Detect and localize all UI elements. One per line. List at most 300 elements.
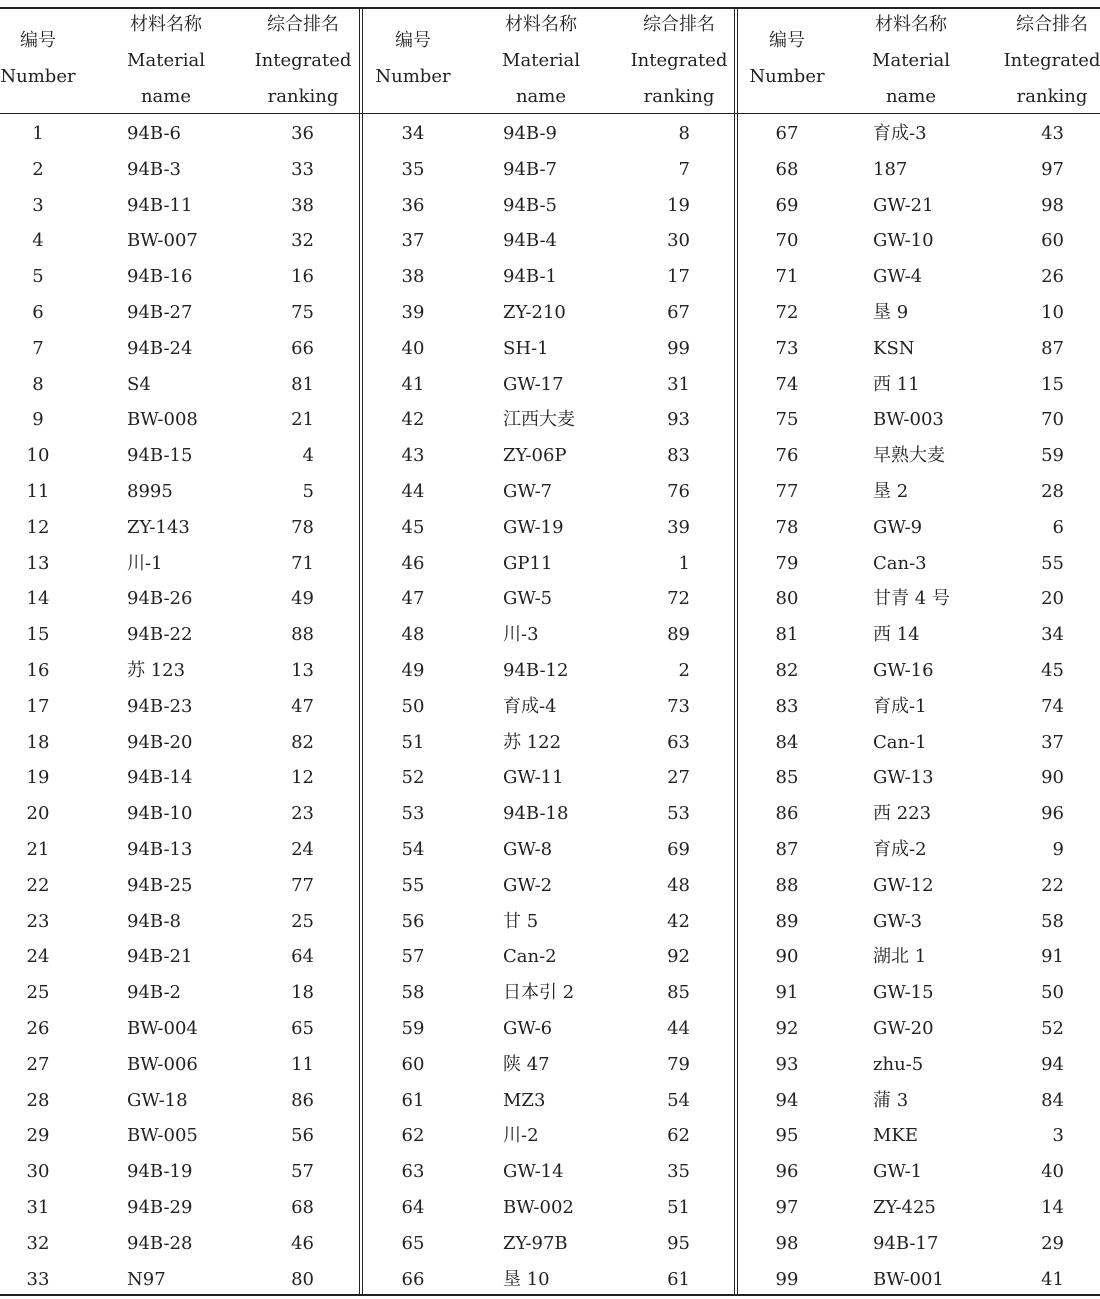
- table-row: [0, 546, 1100, 582]
- cell-integrated-ranking: 90: [1041, 767, 1064, 789]
- header-material-en2: name: [515, 86, 567, 107]
- cell-integrated-ranking: 34: [1041, 624, 1064, 646]
- cell-integrated-ranking: 27: [667, 767, 690, 789]
- header-ranking-en1: Integrated: [630, 50, 728, 71]
- cell-material-name: Can-1: [873, 731, 927, 753]
- cell-number: 51: [401, 731, 425, 753]
- cell-integrated-ranking: 55: [1041, 552, 1064, 574]
- cell-material-name: 蒲 3: [873, 1089, 909, 1111]
- cell-integrated-ranking: 89: [667, 624, 690, 646]
- cell-material-name: 94B-3: [127, 158, 181, 180]
- cell-material-name: BW-001: [873, 1268, 944, 1290]
- cell-integrated-ranking: 5: [302, 481, 314, 502]
- table-row: [0, 904, 1100, 940]
- cell-integrated-ranking: 97: [1041, 158, 1064, 180]
- cell-number: 18: [26, 731, 50, 753]
- cell-integrated-ranking: 48: [667, 874, 690, 896]
- table-row: [0, 188, 1100, 224]
- table-row: [0, 474, 1100, 510]
- cell-number: 27: [26, 1053, 50, 1075]
- header-number-cn: 编号: [20, 30, 56, 51]
- cell-material-name: BW-004: [127, 1018, 198, 1039]
- cell-integrated-ranking: 63: [667, 731, 690, 753]
- cell-number: 48: [401, 624, 425, 646]
- cell-integrated-ranking: 44: [667, 1018, 690, 1039]
- table-row: [0, 1226, 1100, 1262]
- cell-integrated-ranking: 78: [291, 516, 314, 538]
- cell-integrated-ranking: 52: [1041, 1018, 1064, 1039]
- cell-number: 87: [775, 839, 799, 860]
- cell-number: 6: [32, 302, 44, 323]
- table-row: [0, 1011, 1100, 1047]
- cell-material-name: 94B-27: [127, 302, 193, 323]
- cell-material-name: GW-19: [503, 516, 564, 538]
- cell-material-name: GW-17: [503, 373, 564, 395]
- cell-material-name: N97: [127, 1268, 166, 1290]
- cell-number: 11: [26, 481, 50, 502]
- cell-number: 14: [26, 588, 50, 610]
- cell-material-name: 94B-21: [127, 946, 193, 968]
- table-row: [0, 1118, 1100, 1154]
- cell-integrated-ranking: 80: [291, 1268, 314, 1290]
- cell-integrated-ranking: 20: [1041, 588, 1064, 610]
- cell-material-name: 苏 122: [503, 731, 562, 753]
- cell-integrated-ranking: 8: [678, 123, 690, 144]
- cell-material-name: 94B-23: [127, 695, 193, 717]
- cell-number: 32: [26, 1232, 50, 1254]
- cell-integrated-ranking: 35: [667, 1161, 690, 1183]
- cell-integrated-ranking: 25: [291, 910, 314, 932]
- cell-integrated-ranking: 19: [667, 194, 690, 216]
- cell-integrated-ranking: 58: [1041, 910, 1064, 932]
- table-row: [0, 939, 1100, 975]
- cell-integrated-ranking: 38: [291, 194, 314, 216]
- header-ranking-en2: ranking: [643, 86, 715, 107]
- cell-material-name: 湖北 1: [873, 946, 927, 968]
- cell-material-name: SH-1: [503, 337, 549, 359]
- cell-integrated-ranking: 36: [291, 123, 314, 144]
- cell-integrated-ranking: 66: [291, 337, 314, 359]
- cell-integrated-ranking: 70: [1041, 409, 1064, 431]
- cell-material-name: 94B-19: [127, 1161, 193, 1183]
- cell-number: 80: [775, 588, 799, 610]
- cell-material-name: GW-5: [503, 588, 553, 610]
- cell-material-name: ZY-210: [503, 302, 566, 323]
- cell-number: 7: [32, 337, 44, 359]
- cell-integrated-ranking: 75: [291, 302, 314, 323]
- cell-number: 35: [401, 158, 425, 180]
- cell-material-name: GW-4: [873, 266, 923, 288]
- cell-integrated-ranking: 91: [1041, 946, 1064, 968]
- cell-material-name: 西 223: [873, 803, 932, 825]
- table-row: [0, 581, 1100, 617]
- cell-material-name: 垦 2: [873, 481, 909, 502]
- cell-number: 13: [26, 552, 50, 574]
- cell-material-name: GW-3: [873, 910, 923, 932]
- cell-integrated-ranking: 41: [1041, 1268, 1064, 1290]
- cell-material-name: 川-2: [503, 1125, 539, 1147]
- cell-material-name: MKE: [873, 1125, 919, 1147]
- cell-material-name: 94B-11: [127, 194, 193, 216]
- table-row: [0, 975, 1100, 1011]
- cell-material-name: 94B-7: [503, 158, 557, 180]
- cell-number: 33: [26, 1268, 50, 1290]
- header-ranking-cn: 综合排名: [1016, 14, 1088, 35]
- cell-integrated-ranking: 6: [1052, 516, 1064, 538]
- cell-integrated-ranking: 2: [678, 660, 690, 681]
- cell-material-name: Can-2: [503, 946, 557, 968]
- cell-material-name: GW-9: [873, 516, 923, 538]
- cell-integrated-ranking: 37: [1041, 731, 1064, 753]
- cell-material-name: 育成-2: [873, 839, 927, 860]
- cell-material-name: S4: [127, 373, 151, 395]
- cell-integrated-ranking: 94: [1041, 1053, 1064, 1075]
- cell-integrated-ranking: 50: [1041, 982, 1064, 1004]
- cell-number: 55: [401, 874, 425, 896]
- cell-integrated-ranking: 93: [667, 409, 690, 431]
- table-row: [0, 1083, 1100, 1119]
- header-material-cn: 材料名称: [875, 14, 947, 35]
- cell-number: 71: [775, 266, 799, 288]
- cell-material-name: MZ3: [503, 1089, 546, 1111]
- cell-material-name: BW-003: [873, 409, 944, 431]
- header-number-en: Number: [0, 66, 76, 87]
- cell-number: 67: [775, 123, 799, 144]
- table-row: [0, 689, 1100, 725]
- cell-number: 92: [775, 1018, 799, 1039]
- cell-integrated-ranking: 82: [291, 731, 314, 753]
- cell-integrated-ranking: 53: [667, 803, 690, 825]
- cell-material-name: 94B-13: [127, 839, 193, 860]
- table-row: [0, 796, 1100, 832]
- cell-material-name: 94B-28: [127, 1232, 193, 1254]
- cell-material-name: 94B-18: [503, 803, 569, 825]
- header-number-en: Number: [375, 66, 451, 87]
- cell-number: 75: [775, 409, 799, 431]
- cell-number: 52: [401, 767, 425, 789]
- cell-number: 60: [401, 1053, 425, 1075]
- header-material-name: [851, 7, 971, 115]
- table-row: [0, 402, 1100, 438]
- cell-material-name: 川-3: [503, 624, 539, 646]
- header-material-en2: name: [885, 86, 937, 107]
- cell-material-name: BW-005: [127, 1125, 198, 1147]
- cell-material-name: GW-13: [873, 767, 934, 789]
- cell-integrated-ranking: 47: [291, 695, 314, 717]
- cell-material-name: 94B-12: [503, 660, 569, 681]
- cell-integrated-ranking: 77: [291, 874, 314, 896]
- cell-integrated-ranking: 17: [667, 266, 690, 288]
- cell-material-name: GP11: [503, 552, 553, 574]
- cell-integrated-ranking: 98: [1041, 194, 1064, 216]
- cell-number: 44: [401, 481, 425, 502]
- cell-number: 54: [401, 839, 425, 860]
- cell-number: 65: [401, 1232, 425, 1254]
- cell-material-name: 日本引 2: [503, 982, 575, 1004]
- cell-material-name: ZY-425: [873, 1197, 936, 1218]
- cell-integrated-ranking: 76: [667, 481, 690, 502]
- cell-integrated-ranking: 14: [1041, 1197, 1064, 1218]
- cell-material-name: 94B-26: [127, 588, 193, 610]
- cell-integrated-ranking: 23: [291, 803, 314, 825]
- header-material-en1: Material: [127, 50, 205, 71]
- cell-material-name: 94B-6: [127, 123, 181, 144]
- cell-material-name: 94B-4: [503, 230, 557, 252]
- cell-integrated-ranking: 59: [1041, 445, 1064, 467]
- cell-number: 70: [775, 230, 799, 252]
- cell-integrated-ranking: 11: [291, 1053, 314, 1075]
- cell-integrated-ranking: 9: [1052, 839, 1064, 860]
- cell-number: 43: [401, 445, 425, 467]
- cell-integrated-ranking: 10: [1041, 302, 1064, 323]
- cell-number: 36: [401, 194, 425, 216]
- cell-integrated-ranking: 61: [667, 1268, 690, 1290]
- cell-number: 77: [775, 481, 799, 502]
- cell-integrated-ranking: 68: [291, 1197, 314, 1218]
- cell-integrated-ranking: 51: [667, 1197, 690, 1218]
- cell-number: 8: [32, 373, 44, 395]
- cell-number: 39: [401, 302, 425, 323]
- cell-integrated-ranking: 79: [667, 1053, 690, 1075]
- cell-number: 26: [26, 1018, 50, 1039]
- header-ranking-cn: 综合排名: [267, 14, 339, 35]
- header-ranking-en1: Integrated: [254, 50, 352, 71]
- cell-material-name: 94B-5: [503, 194, 557, 216]
- cell-integrated-ranking: 18: [291, 982, 314, 1004]
- cell-material-name: 94B-24: [127, 337, 193, 359]
- cell-material-name: 94B-25: [127, 874, 193, 896]
- cell-number: 91: [775, 982, 799, 1004]
- cell-number: 82: [775, 660, 799, 681]
- cell-integrated-ranking: 71: [291, 552, 314, 574]
- cell-number: 94: [775, 1089, 799, 1111]
- cell-number: 57: [401, 946, 425, 968]
- cell-number: 85: [775, 767, 799, 789]
- cell-number: 68: [775, 158, 799, 180]
- cell-number: 93: [775, 1053, 799, 1075]
- cell-material-name: GW-11: [503, 767, 564, 789]
- cell-integrated-ranking: 45: [1041, 660, 1064, 681]
- header-number-en: Number: [749, 66, 825, 87]
- cell-integrated-ranking: 74: [1041, 695, 1064, 717]
- cell-integrated-ranking: 57: [291, 1161, 314, 1183]
- cell-number: 28: [26, 1089, 50, 1111]
- cell-integrated-ranking: 31: [667, 373, 690, 395]
- header-ranking-en1: Integrated: [1003, 50, 1100, 71]
- table-row: [0, 152, 1100, 188]
- cell-integrated-ranking: 87: [1041, 337, 1064, 359]
- cell-material-name: GW-2: [503, 874, 553, 896]
- cell-integrated-ranking: 21: [291, 409, 314, 431]
- cell-integrated-ranking: 24: [291, 839, 314, 860]
- cell-material-name: 94B-2: [127, 982, 181, 1004]
- cell-number: 76: [775, 445, 799, 467]
- cell-number: 73: [775, 337, 799, 359]
- cell-number: 62: [401, 1125, 425, 1147]
- cell-integrated-ranking: 67: [667, 302, 690, 323]
- cell-number: 1: [32, 123, 44, 144]
- header-material-en1: Material: [502, 50, 580, 71]
- cell-material-name: 94B-17: [873, 1232, 939, 1254]
- cell-material-name: GW-15: [873, 982, 934, 1004]
- cell-material-name: ZY-06P: [503, 445, 567, 467]
- cell-material-name: GW-18: [127, 1089, 188, 1111]
- cell-material-name: 94B-1: [503, 266, 557, 288]
- cell-number: 61: [401, 1089, 425, 1111]
- cell-material-name: 94B-9: [503, 123, 557, 144]
- cell-number: 9: [32, 409, 44, 431]
- cell-integrated-ranking: 92: [667, 946, 690, 968]
- cell-material-name: GW-14: [503, 1161, 564, 1183]
- cell-material-name: BW-007: [127, 230, 198, 252]
- cell-number: 53: [401, 803, 425, 825]
- cell-number: 16: [26, 660, 50, 681]
- cell-number: 24: [26, 946, 50, 968]
- cell-number: 66: [401, 1268, 425, 1290]
- table-row: [0, 331, 1100, 367]
- cell-material-name: 94B-8: [127, 910, 181, 932]
- cell-number: 23: [26, 910, 50, 932]
- cell-material-name: GW-10: [873, 230, 934, 252]
- cell-number: 63: [401, 1161, 425, 1183]
- header-integrated-ranking: [992, 7, 1100, 115]
- cell-number: 89: [775, 910, 799, 932]
- cell-material-name: GW-6: [503, 1018, 553, 1039]
- table-row: [0, 653, 1100, 689]
- table-row: [0, 510, 1100, 546]
- cell-number: 64: [401, 1197, 425, 1218]
- cell-integrated-ranking: 28: [1041, 481, 1064, 502]
- cell-number: 50: [401, 695, 425, 717]
- cell-number: 29: [26, 1125, 50, 1147]
- cell-number: 12: [26, 516, 50, 538]
- cell-integrated-ranking: 43: [1041, 123, 1064, 144]
- cell-number: 19: [26, 767, 50, 789]
- cell-number: 72: [775, 302, 799, 323]
- cell-number: 74: [775, 373, 799, 395]
- cell-material-name: zhu-5: [873, 1053, 924, 1075]
- cell-number: 30: [26, 1161, 50, 1183]
- cell-number: 99: [775, 1268, 799, 1290]
- cell-material-name: 陕 47: [503, 1053, 550, 1075]
- table-row: [0, 760, 1100, 796]
- cell-integrated-ranking: 81: [291, 373, 314, 395]
- cell-number: 58: [401, 982, 425, 1004]
- cell-material-name: ZY-97B: [503, 1232, 568, 1254]
- cell-material-name: 94B-10: [127, 803, 193, 825]
- cell-number: 15: [26, 624, 50, 646]
- header-number: [749, 23, 825, 95]
- cell-material-name: 西 14: [873, 624, 920, 646]
- table-row: [0, 725, 1100, 761]
- cell-number: 56: [401, 910, 425, 932]
- cell-material-name: GW-20: [873, 1018, 934, 1039]
- cell-number: 22: [26, 874, 50, 896]
- header-number-cn: 编号: [395, 30, 431, 51]
- cell-number: 46: [401, 552, 425, 574]
- cell-integrated-ranking: 26: [1041, 266, 1064, 288]
- cell-number: 83: [775, 695, 799, 717]
- cell-integrated-ranking: 12: [291, 767, 314, 789]
- cell-integrated-ranking: 64: [291, 946, 314, 968]
- cell-material-name: 8995: [127, 481, 173, 502]
- cell-number: 84: [775, 731, 799, 753]
- header-ranking-en2: ranking: [267, 86, 339, 107]
- cell-integrated-ranking: 49: [291, 588, 314, 610]
- cell-material-name: 西 11: [873, 373, 920, 395]
- cell-integrated-ranking: 22: [1041, 874, 1064, 896]
- cell-material-name: 早熟大麦: [873, 445, 945, 467]
- cell-material-name: BW-002: [503, 1197, 574, 1218]
- cell-integrated-ranking: 42: [667, 910, 690, 932]
- table-row: [0, 223, 1100, 259]
- cell-material-name: GW-8: [503, 839, 553, 860]
- cell-material-name: 育成-4: [503, 695, 557, 717]
- header-material-cn: 材料名称: [505, 14, 577, 35]
- header-material-en1: Material: [872, 50, 950, 71]
- cell-integrated-ranking: 7: [678, 158, 690, 180]
- cell-material-name: 94B-15: [127, 445, 193, 467]
- cell-material-name: 94B-22: [127, 624, 193, 646]
- cell-number: 47: [401, 588, 425, 610]
- cell-integrated-ranking: 65: [291, 1018, 314, 1039]
- cell-integrated-ranking: 56: [291, 1125, 314, 1147]
- cell-number: 37: [401, 230, 425, 252]
- table-row: [0, 1190, 1100, 1226]
- cell-material-name: GW-1: [873, 1161, 923, 1183]
- table-row: [0, 367, 1100, 403]
- cell-material-name: 94B-16: [127, 266, 193, 288]
- cell-number: 40: [401, 337, 425, 359]
- cell-number: 21: [26, 839, 50, 860]
- cell-material-name: 川-1: [127, 552, 163, 574]
- cell-number: 3: [32, 194, 44, 216]
- cell-material-name: 94B-29: [127, 1197, 193, 1218]
- header-number-cn: 编号: [769, 30, 805, 51]
- cell-number: 10: [26, 445, 50, 467]
- header-material-en2: name: [140, 86, 192, 107]
- cell-material-name: 育成-3: [873, 123, 927, 144]
- cell-integrated-ranking: 85: [667, 982, 690, 1004]
- cell-number: 69: [775, 194, 799, 216]
- cell-integrated-ranking: 72: [667, 588, 690, 610]
- cell-material-name: 甘青 4 号: [873, 588, 950, 610]
- cell-material-name: ZY-143: [127, 516, 190, 538]
- table-row: [0, 1154, 1100, 1190]
- cell-integrated-ranking: 99: [667, 337, 690, 359]
- cell-number: 41: [401, 373, 425, 395]
- cell-number: 4: [32, 230, 44, 252]
- cell-integrated-ranking: 96: [1041, 803, 1064, 825]
- cell-number: 38: [401, 266, 425, 288]
- cell-number: 88: [775, 874, 799, 896]
- cell-integrated-ranking: 83: [667, 445, 690, 467]
- cell-integrated-ranking: 1: [678, 552, 690, 574]
- cell-integrated-ranking: 88: [291, 624, 314, 646]
- cell-integrated-ranking: 30: [667, 230, 690, 252]
- table-row: [0, 617, 1100, 653]
- cell-material-name: BW-008: [127, 409, 198, 431]
- cell-number: 79: [775, 552, 799, 574]
- table-row: [0, 259, 1100, 295]
- cell-material-name: 苏 123: [127, 660, 186, 681]
- cell-number: 98: [775, 1232, 799, 1254]
- cell-material-name: BW-006: [127, 1053, 198, 1075]
- table-row: [0, 1047, 1100, 1083]
- cell-number: 90: [775, 946, 799, 968]
- cell-material-name: 94B-14: [127, 767, 193, 789]
- cell-number: 31: [26, 1197, 50, 1218]
